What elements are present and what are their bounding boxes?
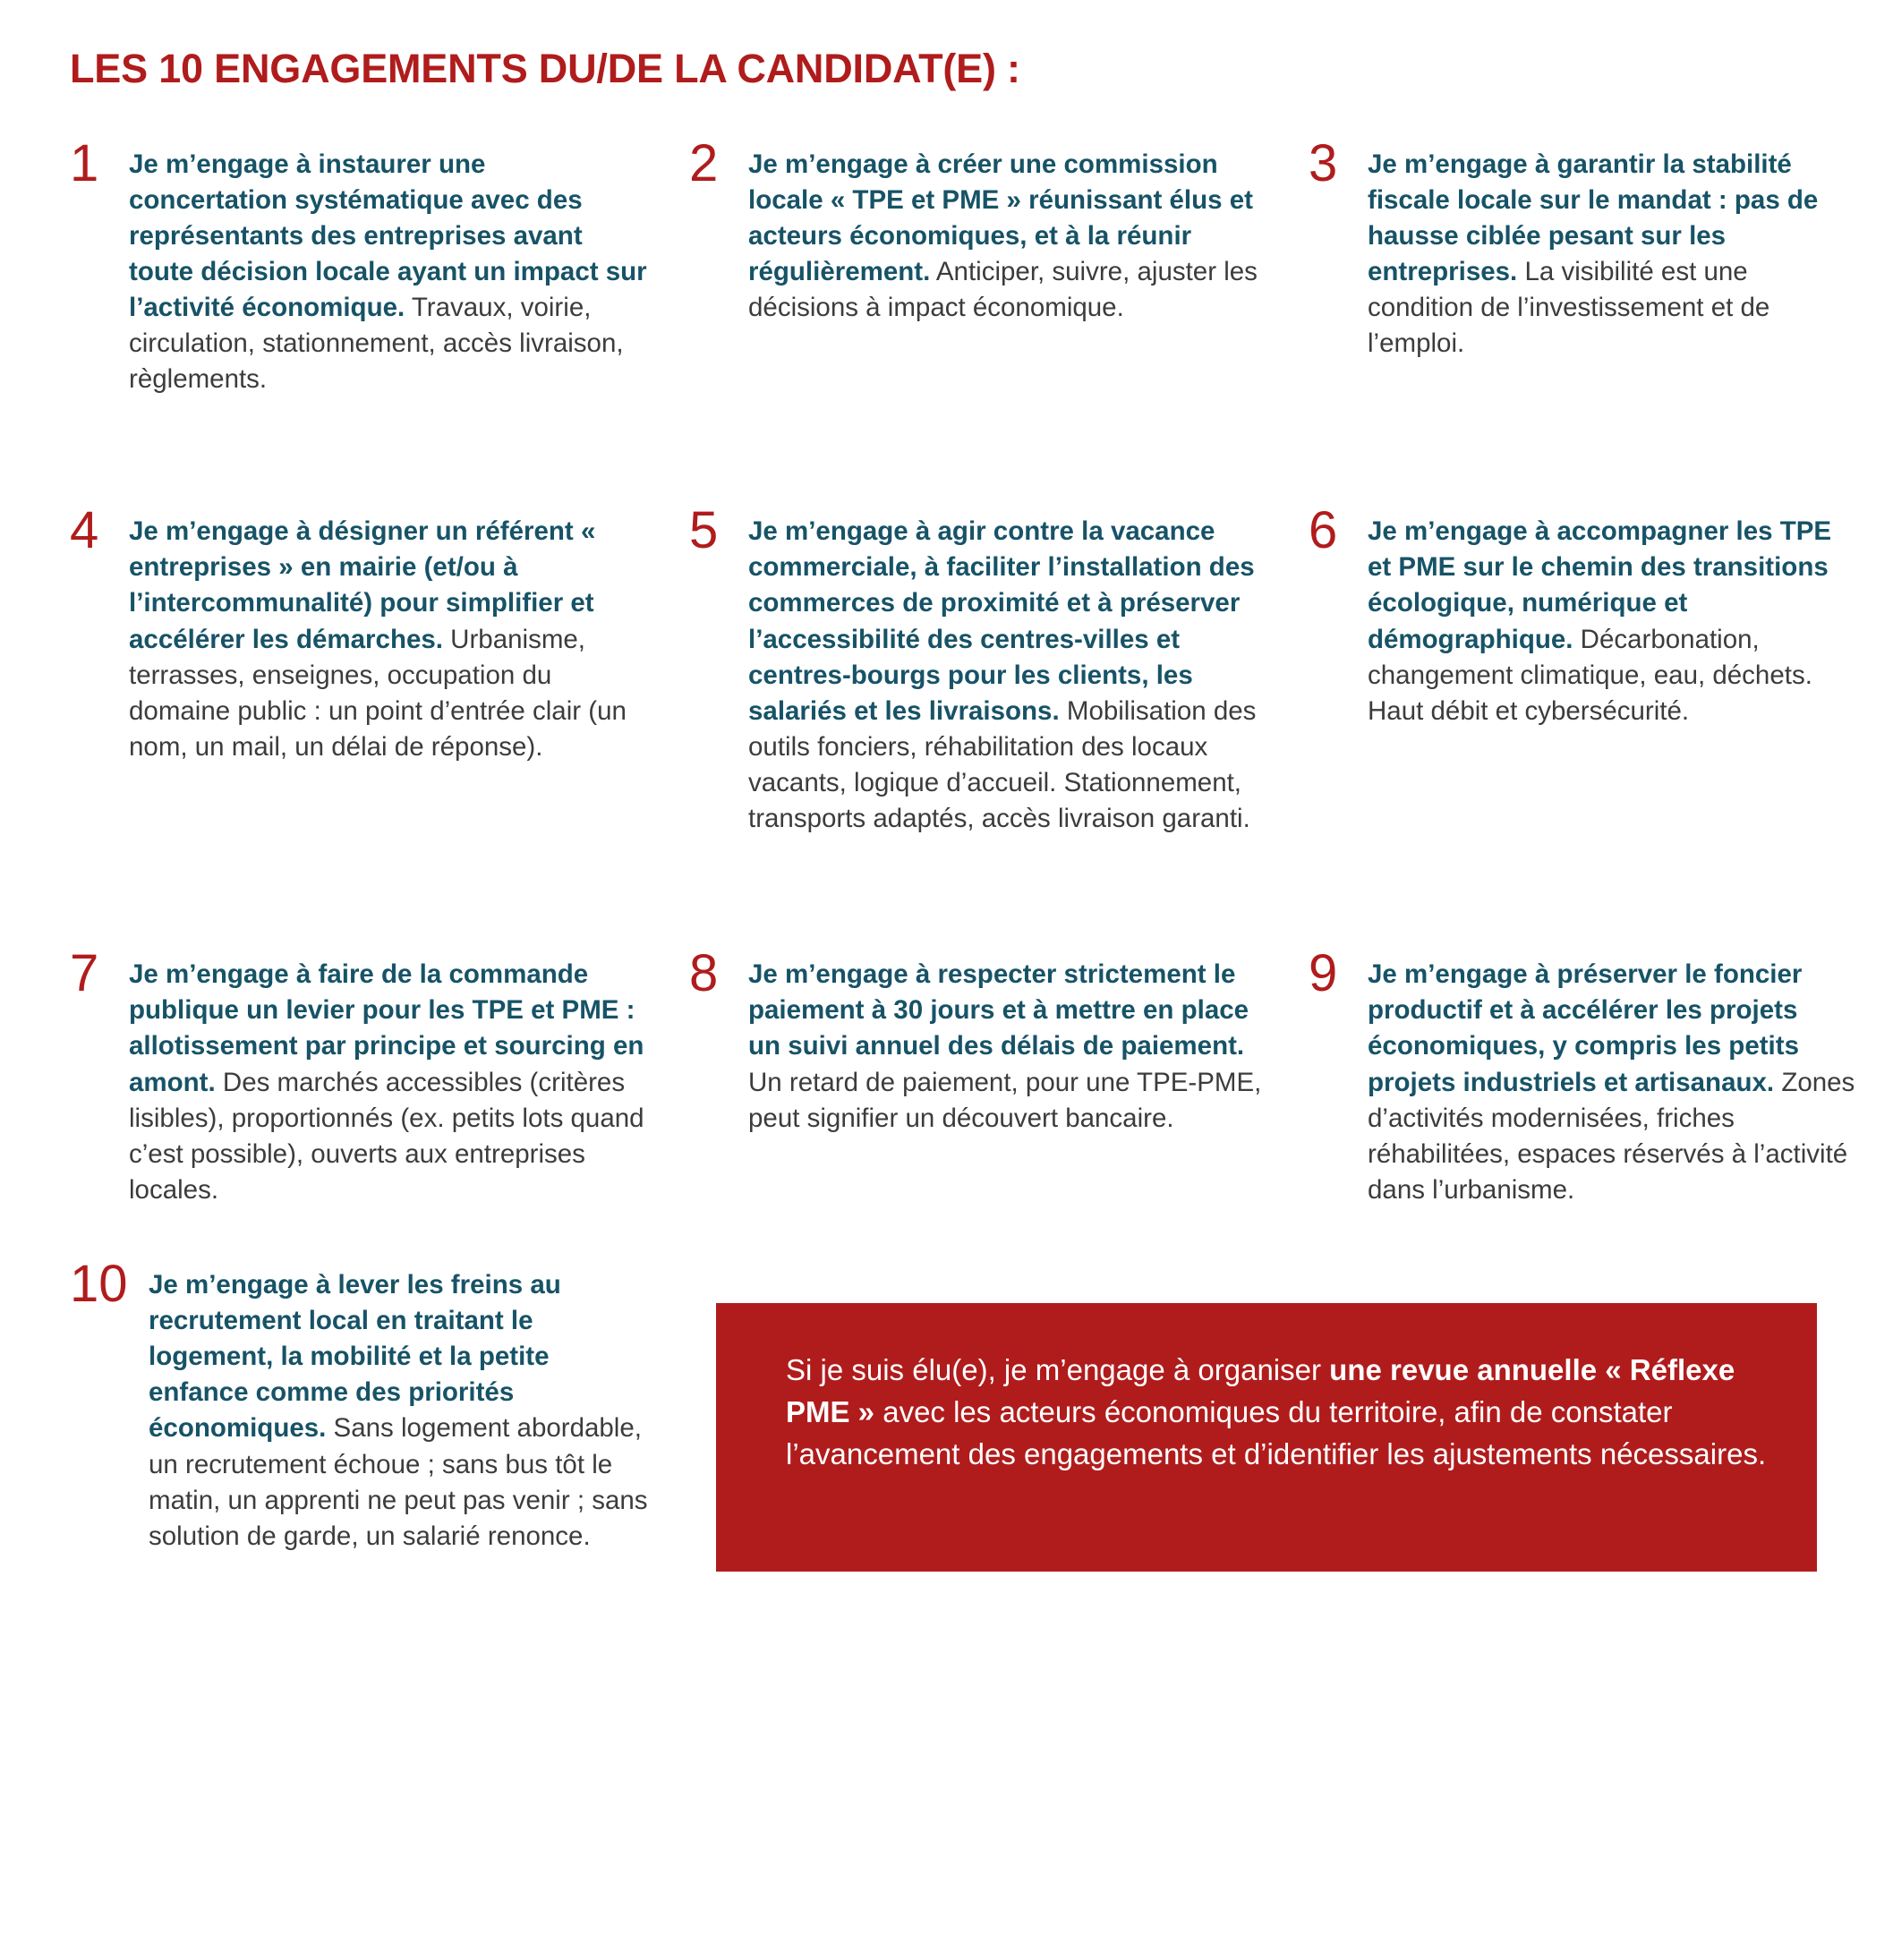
engagement-detail-5: Mobilisation des outils fonciers, réhabilitation des locaux vacants, logique d’accueil. Stationnement, transports adaptés, accès livraison garanti. bbox=[748, 695, 1257, 834]
engagement-text-7 bbox=[129, 953, 648, 1208]
engagement-item-10 bbox=[70, 1255, 689, 1572]
engagement-text-3 bbox=[1368, 143, 1858, 362]
engagement-item-3 bbox=[1309, 133, 1893, 398]
engagement-text-4 bbox=[129, 510, 648, 765]
engagement-number-5: 5 bbox=[689, 501, 719, 560]
engagement-item-7 bbox=[70, 944, 689, 1208]
row-spacer-2 bbox=[70, 837, 1893, 953]
engagement-text-10 bbox=[149, 1264, 648, 1555]
engagement-lead-10: Je m’engage à lever les freins au recrutement local en traitant le logement, la mobilité et la petite enfance comme des priorités économiques. bbox=[149, 1270, 561, 1444]
engagement-item-2 bbox=[689, 133, 1309, 398]
engagement-lead-9: Je m’engage à préserver le foncier productif et à accélérer les projets économiques, y compris les petits projets industriels et artisanaux. bbox=[1368, 959, 1803, 1097]
engagement-item-9 bbox=[1309, 944, 1893, 1208]
engagement-item-8 bbox=[689, 944, 1309, 1208]
engagement-lead-5: Je m’engage à agir contre la vacance commerciale, à faciliter l’installation des commerces de proximité et à préserver l’accessibilité des centres-villes et centres-bourgs pour les clients, les salariés et les livraisons. bbox=[748, 516, 1255, 726]
engagement-lead-3: Je m’engage à garantir la stabilité fiscale locale sur le mandat : pas de hausse ciblée pesant sur les entreprises. bbox=[1368, 149, 1819, 286]
engagement-text-2 bbox=[748, 143, 1267, 327]
bottom-row bbox=[70, 1255, 1830, 1572]
engagement-item-1 bbox=[70, 133, 689, 398]
engagement-item-4 bbox=[70, 501, 689, 837]
engagement-number-1: 1 bbox=[70, 133, 99, 192]
engagement-text-8 bbox=[748, 953, 1267, 1137]
engagement-text-6 bbox=[1368, 510, 1858, 729]
engagement-number-4: 4 bbox=[70, 501, 99, 560]
engagement-detail-8: Un retard de paiement, pour une TPE-PME, peut signifier un découvert bancaire. bbox=[748, 1067, 1262, 1133]
engagements-grid bbox=[70, 133, 1855, 1265]
engagement-detail-4: Urbanisme, terrasses, enseignes, occupation du domaine public : un point d’entrée clair (un nom, un mail, un délai de réponse). bbox=[129, 624, 627, 762]
engagement-lead-1: Je m’engage à instaurer une concertation systématique avec des représentants des entreprises avant toute décision locale ayant un impact sur l’activité économique. bbox=[129, 149, 647, 322]
engagement-text-1 bbox=[129, 143, 648, 398]
row-spacer-1 bbox=[70, 397, 1893, 510]
engagement-lead-4: Je m’engage à désigner un référent « entreprises » en mairie (et/ou à l’intercommunalité) pour simplifier et accélérer les démarches. bbox=[129, 516, 596, 654]
row-spacer-3 bbox=[70, 1208, 1893, 1264]
engagement-detail-1: Travaux, voirie, circulation, stationnement, accès livraison, règlements. bbox=[129, 292, 624, 395]
engagement-detail-6: Décarbonation, changement climatique, eau, déchets. Haut débit et cybersécurité. bbox=[1368, 624, 1812, 726]
page-title: LES 10 ENGAGEMENTS DU/DE LA CANDIDAT(E) : bbox=[70, 46, 1020, 91]
engagement-lead-2: Je m’engage à créer une commission locale « TPE et PME » réunissant élus et acteurs économiques, et à la réunir régulièrement. bbox=[748, 149, 1253, 286]
engagement-text-9 bbox=[1368, 953, 1858, 1208]
engagement-item-5 bbox=[689, 501, 1309, 837]
pledge-callout-box bbox=[716, 1303, 1817, 1572]
engagement-text-5 bbox=[748, 510, 1267, 837]
engagement-detail-7: Des marchés accessibles (critères lisibles), proportionnés (ex. petits lots quand c’est possible), ouverts aux entreprises locales. bbox=[129, 1067, 644, 1205]
engagement-number-9: 9 bbox=[1309, 944, 1338, 1003]
engagement-number-6: 6 bbox=[1309, 501, 1338, 560]
pledge-text-part2: avec les acteurs économiques du territoire, afin de constater l’avancement des engagements et d’identifier les ajustements nécessaires. bbox=[786, 1394, 1767, 1470]
engagement-lead-8: Je m’engage à respecter strictement le paiement à 30 jours et à mettre en place un suivi annuel des délais de paiement. bbox=[748, 959, 1249, 1061]
engagement-detail-9: Zones d’activités modernisées, friches réhabilitées, espaces réservés à l’activité dans l’urbanisme. bbox=[1368, 1067, 1855, 1205]
engagement-number-3: 3 bbox=[1309, 133, 1338, 192]
engagement-detail-2: Anticiper, suivre, ajuster les décisions à impact économique. bbox=[748, 256, 1258, 322]
engagement-detail-3: La visibilité est une condition de l’investissement et de l’emploi. bbox=[1368, 256, 1770, 359]
engagement-item-6 bbox=[1309, 501, 1893, 837]
engagement-number-10: 10 bbox=[70, 1255, 128, 1314]
engagement-lead-7: Je m’engage à faire de la commande publique un levier pour les TPE et PME : allotissement par principe et sourcing en amont. bbox=[129, 959, 644, 1097]
pledge-text-strong: une revue annuelle « Réflexe PME » bbox=[786, 1353, 1735, 1428]
engagement-number-7: 7 bbox=[70, 944, 99, 1003]
engagement-lead-6: Je m’engage à accompagner les TPE et PME sur le chemin des transitions écologique, numérique et démographique. bbox=[1368, 516, 1832, 654]
engagement-detail-10: Sans logement abordable, un recrutement échoue ; sans bus tôt le matin, un apprenti ne peut pas venir ; sans solution de garde, un salarié renonce. bbox=[149, 1413, 648, 1551]
engagement-number-8: 8 bbox=[689, 944, 719, 1003]
pledge-text-part1: Si je suis élu(e), je m’engage à organiser bbox=[786, 1353, 1330, 1387]
engagement-number-2: 2 bbox=[689, 133, 719, 192]
